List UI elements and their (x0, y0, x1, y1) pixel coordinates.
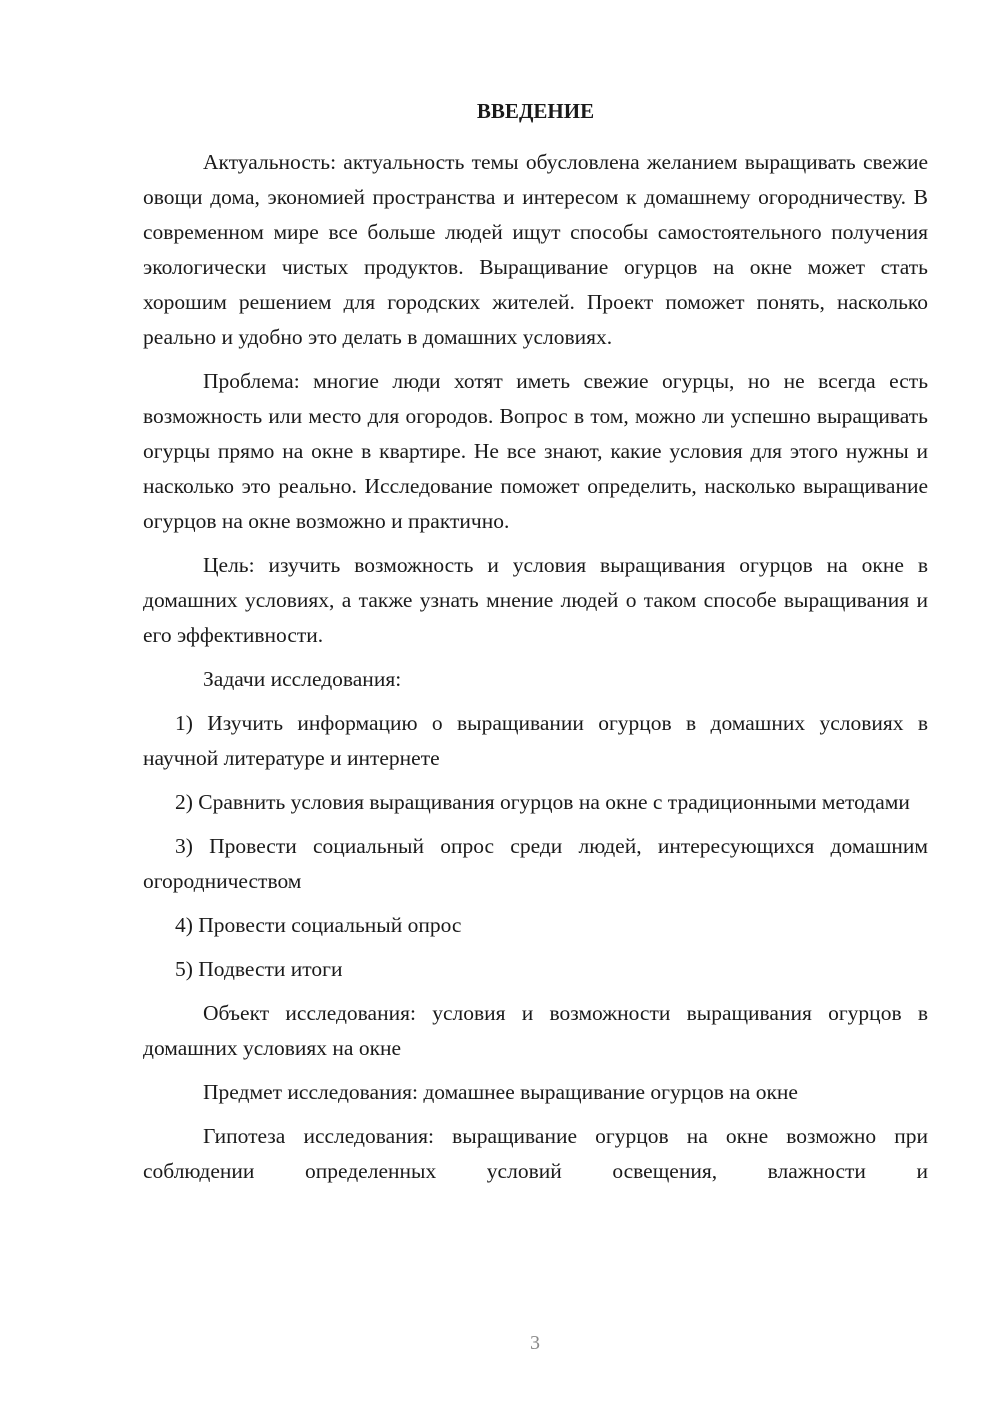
paragraph-hypothesis: Гипотеза исследования: выращивание огурцов на окне возможно при соблюдении определенных условий освещения, влажности и (143, 1124, 928, 1183)
paragraph-subject: Предмет исследования: домашнее выращивание огурцов на окне (203, 1080, 798, 1104)
list-item: 4) Провести социальный опрос (175, 913, 462, 937)
paragraph-object: Объект исследования: условия и возможности выращивания огурцов в домашних условиях на окне (143, 1001, 928, 1060)
page-number: 3 (530, 1332, 540, 1354)
list-item: 3) Провести социальный опрос среди людей, интересующихся домашним огородничеством (143, 834, 928, 893)
paragraph-goal: Цель: изучить возможность и условия выращивания огурцов на окне в домашних условиях, а также узнать мнение людей о таком способе выращивания и его эффективности. (143, 553, 928, 647)
list-item: 5) Подвести итоги (175, 957, 343, 981)
paragraph-problem: Проблема: многие люди хотят иметь свежие огурцы, но не всегда есть возможность или место для огородов. Вопрос в том, можно ли успешно выращивать огурцы прямо на окне в квартире. Не все знают, какие условия для этого нужны и насколько это реально. Исследование поможет определить, насколько выращивание огурцов на окне возможно и практично. (143, 369, 928, 533)
tasks-heading: Задачи исследования: (203, 667, 402, 691)
list-item: 1) Изучить информацию о выращивании огурцов в домашних условиях в научной литературе и интернете (143, 711, 928, 770)
paragraph-relevance: Актуальность: актуальность темы обусловлена желанием выращивать свежие овощи дома, экономией пространства и интересом к домашнему огородничеству. В современном мире все больше людей ищут способы самостоятельного получения экологически чистых продуктов. Выращивание огурцов на окне может стать хорошим решением для городских жителей. Проект поможет понять, насколько реально и удобно это делать в домашних условиях. (143, 150, 928, 349)
tasks-list (143, 706, 928, 987)
section-title: ВВЕДЕНИЕ (476, 99, 595, 123)
list-item: 2) Сравнить условия выращивания огурцов на окне с традиционными методами (175, 790, 910, 814)
page-content (143, 96, 928, 1198)
